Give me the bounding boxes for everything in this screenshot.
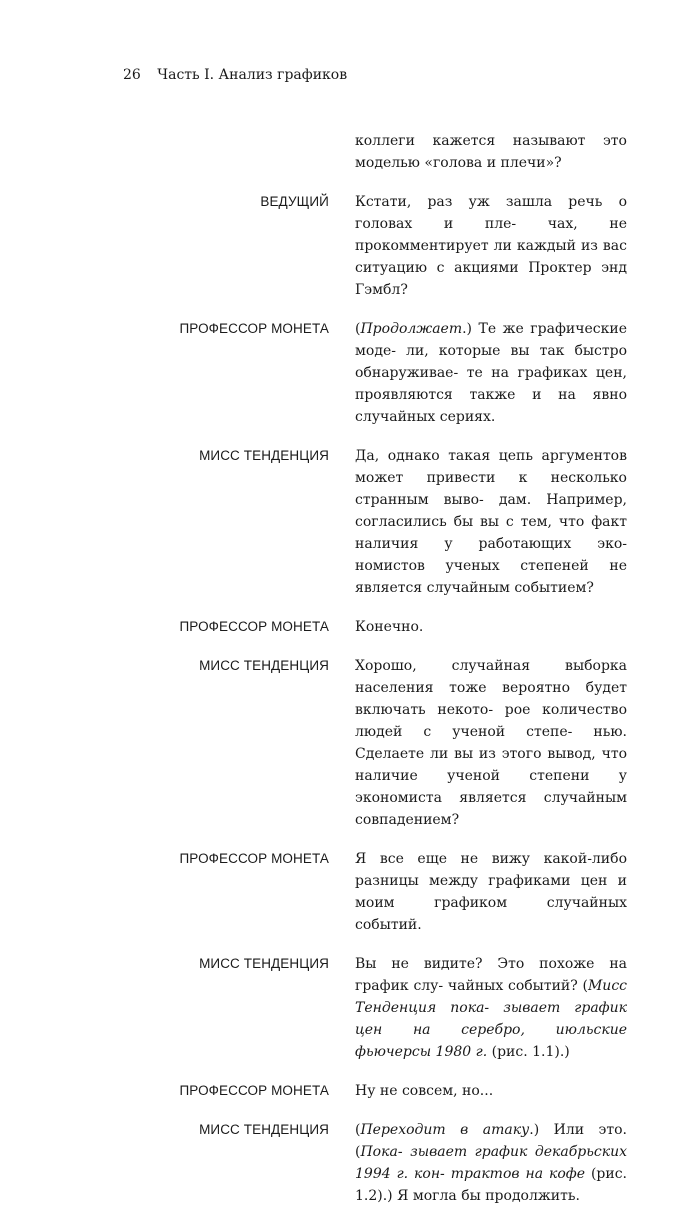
- speaker-name: ПРОФЕССОР МОНЕТА: [179, 321, 329, 336]
- running-head: [123, 66, 347, 84]
- stage-direction-open: (: [355, 1122, 361, 1138]
- speaker-name: МИСС ТЕНДЕНЦИЯ: [199, 448, 329, 463]
- dialogue: [120, 130, 628, 1207]
- dialogue-entry: [120, 616, 628, 638]
- dialogue-entry: [120, 445, 628, 599]
- figure-reference: (рис. 1.1).): [487, 1044, 570, 1060]
- speech-text: [355, 616, 627, 638]
- speech-line: нью. Сделаете ли вы из этого вывод, что: [355, 724, 627, 762]
- speech-line: Да, однако такая цепь аргументов может: [355, 448, 627, 486]
- speech-line: дам. Например, согласились бы вы с тем,: [355, 492, 628, 530]
- speech-line: случайным событием?: [426, 580, 594, 596]
- stage-direction: Переходит в атаку: [360, 1122, 530, 1138]
- speech-line: Хорошо, случайная выборка населения: [355, 658, 627, 696]
- stage-direction: зывает график цен на серебро, июльские: [355, 1000, 628, 1038]
- figure-reference: (рис. 1.2).) Я могла бы: [355, 1166, 628, 1204]
- speaker-name: МИСС ТЕНДЕНЦИЯ: [199, 956, 329, 971]
- speaker-name: ПРОФЕССОР МОНЕТА: [179, 1083, 329, 1098]
- stage-direction: зывает график декабрьских 1994 г. кон-: [355, 1144, 627, 1182]
- speech-line: Те же графические моде-: [355, 321, 627, 359]
- stage-direction-close: .): [462, 321, 473, 337]
- speech-line: что факт наличия у работающих эко-: [355, 514, 627, 552]
- speech-text: [355, 1119, 627, 1207]
- speech-line: ситуацию с акциями Проктер энд Гэмбл?: [355, 260, 627, 298]
- speech-line: между графиками цен и моим графиком: [355, 873, 627, 911]
- page-number: 26: [123, 67, 141, 83]
- speech-line: является случайным совпадением?: [355, 790, 627, 828]
- speech-line: чайных событий? (: [447, 978, 588, 994]
- dialogue-entry: [120, 848, 628, 936]
- speech-text: [355, 445, 627, 599]
- speech-line: .) Или это. (: [355, 1122, 627, 1160]
- speech-line: Вы не видите? Это похоже на график слу-: [355, 956, 627, 994]
- dialogue-entry: [120, 655, 628, 831]
- stage-direction: трактов на кофе: [450, 1166, 586, 1182]
- speech-line: привести к несколько странным выво-: [355, 470, 627, 508]
- speech-line: номистов ученых степеней не является: [355, 558, 627, 596]
- stage-direction-open: (: [355, 321, 361, 337]
- speech-line: Кстати, раз уж зашла речь о головах и пле-: [355, 194, 627, 232]
- speech-line: и на явно случайных сериях.: [355, 387, 627, 425]
- dialogue-entry: [120, 191, 628, 301]
- chapter-title: Часть I. Анализ графиков: [157, 67, 348, 83]
- dialogue-entry: [120, 953, 628, 1063]
- stage-direction: Пока-: [360, 1144, 403, 1160]
- speech-line: Ну не совсем, но...: [355, 1083, 494, 1099]
- dialogue-entry: [120, 1080, 628, 1102]
- speaker-name: МИСС ТЕНДЕНЦИЯ: [199, 658, 329, 673]
- speech-text: [355, 130, 627, 174]
- speech-text: [355, 191, 627, 301]
- speech-line: те на графиках цен, проявляются также: [355, 365, 627, 403]
- speech-text: [355, 318, 627, 428]
- speech-line: Конечно.: [355, 619, 424, 635]
- speech-line: продолжить.: [485, 1188, 580, 1204]
- speaker-name: МИСС ТЕНДЕНЦИЯ: [199, 1122, 329, 1137]
- speaker-name: ВЕДУЩИЙ: [260, 194, 329, 209]
- stage-direction: Продолжает: [360, 321, 463, 337]
- speech-line: наличие ученой степени у экономиста: [355, 768, 627, 806]
- speech-text: [355, 953, 627, 1063]
- speech-line: «голова и плечи»?: [424, 155, 562, 171]
- dialogue-entry: [120, 1119, 628, 1207]
- stage-direction: фьючерсы 1980 г.: [355, 1044, 488, 1060]
- speaker-name: ПРОФЕССОР МОНЕТА: [179, 619, 329, 634]
- dialogue-entry: [120, 130, 628, 174]
- stage-direction: Мисс Тенденция пока-: [355, 978, 628, 1016]
- dialogue-entry: [120, 318, 628, 428]
- speech-line: рое количество людей с ученой степе-: [355, 702, 627, 740]
- speech-line: ли, которые вы так быстро обнаруживае-: [355, 343, 627, 381]
- speaker-name: ПРОФЕССОР МОНЕТА: [179, 851, 329, 866]
- speech-line: коллеги кажется называют это моделью: [355, 133, 627, 171]
- speech-text: [355, 655, 627, 831]
- speech-text: [355, 1080, 627, 1102]
- speech-text: [355, 848, 627, 936]
- speech-line: случайных событий.: [355, 895, 627, 933]
- speech-line: чах, не прокомментирует ли каждый из вас: [355, 216, 628, 254]
- speech-line: тоже вероятно будет включать некото-: [355, 680, 627, 718]
- speech-line: Я все еще не вижу какой-либо разницы: [355, 851, 627, 889]
